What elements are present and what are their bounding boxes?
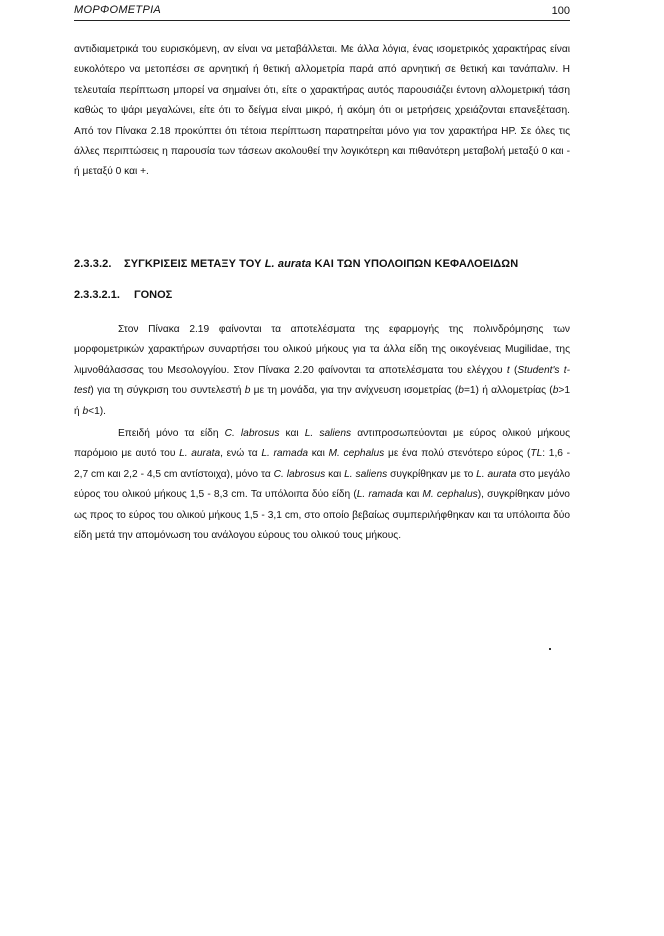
subsection-number: 2.3.3.2.1. (74, 289, 120, 301)
text-run: =1) ή αλλομετρίας ( (463, 385, 553, 397)
italic-run: M. cephalus (422, 489, 478, 501)
scan-speck (549, 648, 551, 650)
text-run: ) για τη σύγκριση του συντελεστή (90, 385, 245, 397)
subsection-heading (74, 289, 172, 301)
subsection-title: ΓΟΝΟΣ (134, 289, 173, 301)
running-header (74, 4, 570, 21)
italic-run: L. ramada (261, 448, 309, 460)
text-run: με ένα πολύ στενότερο εύρος ( (384, 448, 531, 460)
italic-run: L. saliens (304, 428, 352, 440)
section-heading (74, 258, 594, 270)
italic-run: L. aurata (179, 448, 221, 460)
italic-run: TL (530, 448, 543, 460)
text-run: <1). (88, 405, 107, 417)
italic-run: M. cephalus (328, 448, 385, 460)
header-title: ΜΟΡΦΟΜΕΤΡΙΑ (74, 4, 162, 16)
page-number: 100 (551, 5, 570, 17)
text-run: συγκρίθηκαν με το (387, 468, 477, 480)
text-run: , ενώ τα (220, 448, 262, 460)
text-run: Στον Πίνακα 2.19 φαίνονται τα αποτελέσματα της εφαρμογής της πολινδρόμησης των μορφομετρικών χαρακτήρων συναρτήσει του ολικού μήκους για τα άλλα είδη της οικογένειας Mugilidae, της λιμνοθάλασσας του Μεσολογγίου. Στον Πίνακα 2.20 φαίνονται τα αποτελέσματα του ελέγχου (74, 324, 570, 376)
section-title-part2: ΚΑΙ ΤΩΝ ΥΠΟΛΟΙΠΩΝ ΚΕΦΑΛΟΕΙΔΩΝ (311, 258, 519, 270)
italic-run: b (552, 385, 559, 397)
text-run: στο μεγάλο εύρος του ολικού μήκους 1,5 - 8,3 cm. Τα υπόλοιπα δύο είδη ( (74, 468, 571, 501)
italic-run: b (244, 385, 251, 397)
text-run: ( (509, 364, 518, 376)
paragraph-regression-results (74, 320, 570, 422)
italic-run: L. saliens (344, 468, 388, 480)
section-title-species: L. aurata (264, 258, 312, 270)
italic-run: C. labrosus (224, 428, 280, 440)
text-run: και (308, 448, 329, 460)
intro-text-block (74, 40, 570, 183)
text-run: >1 ή (74, 385, 570, 417)
text-run: ), συγκρίθηκαν μόνο ως προς το εύρος του ολικού μήκους 1,5 - 3,1 cm, στο οποίο βεβαίως συμπεριλήφθηκαν και τα υπόλοιπα δύο είδη μετά την απομόνωση του ανάλογου εύρους του ολικού τους μήκους. (74, 489, 570, 542)
intro-paragraph: αντιδιαμετρικά του ευρισκόμενη, αν είναι να μεταβάλλεται. Με άλλα λόγια, ένας ισομετρικός χαρακτήρας είναι ευκολότερο να μετοπέσει σε αρνητική ή θετική αλλομετρία παρά από αρνητική σε θετική και τανάπαλιν. Η τελευταία περίπτωση μπορεί να σημαίνει ότι, είτε ο χαρακτήρας αυτός παρουσιάζει έντονη αλλομετρική τάση καθώς το ψάρι μεγαλώνει, είτε ότι το δείγμα είναι μικρό, ή ακόμη ότι οι μετρήσεις χρειάζονται επανεξέταση. Από τον Πίνακα 2.18 προκύπτει ότι τέτοια περίπτωση παρατηρείται μόνο για τον χαρακτήρα HP. Σε όλες τις άλλες περιπτώσεις η παρουσία των τάσεων ακολουθεί την λογικότερη και πιθανότερη μεταβολή μεταξύ 0 και - ή μεταξύ 0 και +. (74, 44, 570, 178)
text-run: και (279, 428, 305, 440)
section-number: 2.3.3.2. (74, 258, 112, 270)
text-run: : 1,6 - 2,7 cm και 2,2 - 4,5 cm αντίστοιχα), μόνο τα (74, 448, 571, 480)
italic-run: t (506, 364, 510, 376)
text-run: Επειδή μόνο τα είδη (118, 428, 225, 440)
text-run: και (402, 489, 423, 501)
text-run: με τη μονάδα, για την ανίχνευση ισομετρίας ( (250, 385, 459, 397)
body-text-block (74, 320, 570, 546)
text-run: αντιπροσωπεύονται με εύρος ολικού μήκους παρόμοιο με αυτό του (74, 428, 571, 460)
italic-run: b (82, 405, 89, 417)
italic-run: L. aurata (476, 468, 517, 480)
paragraph-species-comparison (74, 424, 570, 546)
text-run: και (325, 468, 345, 480)
section-title-part1: ΣΥΓΚΡΙΣΕΙΣ ΜΕΤΑΞΥ ΤΟΥ (124, 258, 265, 270)
italic-run: L. ramada (356, 489, 403, 501)
italic-run: Student's t-test (74, 364, 570, 397)
italic-run: b (458, 385, 464, 397)
italic-run: C. labrosus (273, 468, 326, 480)
